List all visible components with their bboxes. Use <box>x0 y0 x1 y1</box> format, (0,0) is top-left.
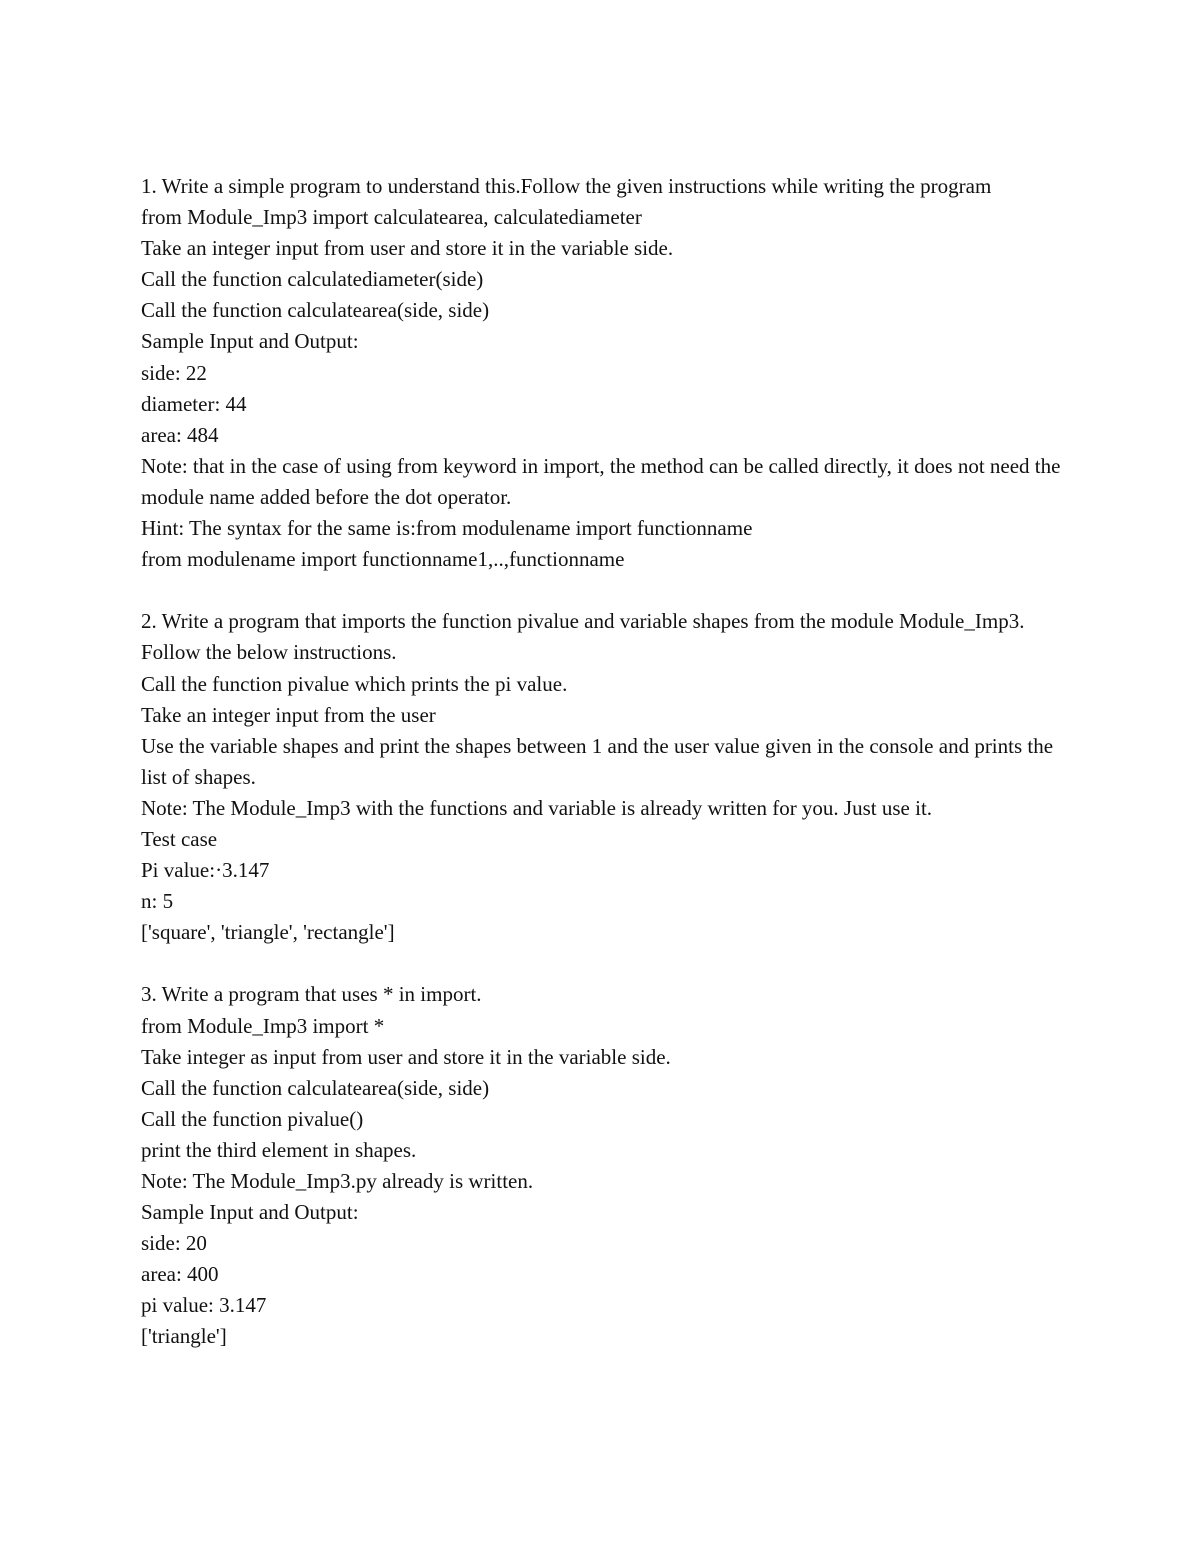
question-1-title: 1. Write a simple program to understand this.Follow the given instructions while writing the program <box>141 174 992 198</box>
section-spacer <box>141 575 1061 606</box>
question-3-line: Sample Input and Output: <box>141 1200 359 1225</box>
question-1-line: from modulename import functionname1,..,functionname <box>141 547 625 572</box>
question-2-line: Take an integer input from the user <box>141 702 436 727</box>
question-1-line: diameter: 44 <box>141 391 247 416</box>
question-3-line: Call the function calculatearea(side, side) <box>141 1075 490 1100</box>
question-3-title: 3. Write a program that uses * in import. <box>141 982 482 1007</box>
question-2-line: Pi value:·3.147 <box>141 858 270 883</box>
question-1-line: Sample Input and Output: <box>141 329 359 354</box>
question-2-line: Use the variable shapes and print the shapes between 1 and the user value given in the console and prints the list of shapes. <box>141 733 1054 789</box>
question-3 <box>141 979 1061 1352</box>
question-3-line: area: 400 <box>141 1262 219 1287</box>
question-1-line: area: 484 <box>141 422 219 447</box>
question-2-line: n: 5 <box>141 889 174 914</box>
question-3-line: Call the function pivalue() <box>141 1106 364 1131</box>
document-body <box>141 171 1061 1353</box>
question-3-line: side: 20 <box>141 1231 207 1256</box>
question-2-line: Call the function pivalue which prints the pi value. <box>141 671 568 696</box>
question-2-line: Test case <box>141 826 218 851</box>
question-1-line: side: 22 <box>141 360 207 385</box>
question-1-line: Call the function calculatediameter(side) <box>141 267 484 292</box>
question-3-line: from Module_Imp3 import * <box>141 1013 385 1038</box>
question-1-line: from Module_Imp3 import calculatearea, calculatediameter <box>141 205 642 230</box>
question-1 <box>141 171 1061 575</box>
question-2-note: Note: The Module_Imp3 with the functions and variable is already written for you. Just use it. <box>141 795 933 820</box>
question-2-line: Follow the below instructions. <box>141 640 397 665</box>
question-2-title: 2. Write a program that imports the function pivalue and variable shapes from the module Module_Imp3. <box>141 609 1025 634</box>
question-1-note: Note: that in the case of using from keyword in import, the method can be called directly, it does not need the module name added before the dot operator. <box>141 453 1061 509</box>
question-1-hint: Hint: The syntax for the same is:from modulename import functionname <box>141 516 753 541</box>
question-2-line: ['square', 'triangle', 'rectangle'] <box>141 920 395 945</box>
question-1-line: Take an integer input from user and store it in the variable side. <box>141 236 674 261</box>
question-3-line: pi value: 3.147 <box>141 1293 267 1318</box>
question-2 <box>141 606 1061 948</box>
question-3-note: Note: The Module_Imp3.py already is written. <box>141 1169 534 1193</box>
question-3-line: Take integer as input from user and store it in the variable side. <box>141 1044 671 1069</box>
section-spacer <box>141 948 1061 979</box>
question-1-line: Call the function calculatearea(side, side) <box>141 298 490 323</box>
question-3-line: print the third element in shapes. <box>141 1137 417 1162</box>
question-3-line: ['triangle'] <box>141 1324 227 1349</box>
